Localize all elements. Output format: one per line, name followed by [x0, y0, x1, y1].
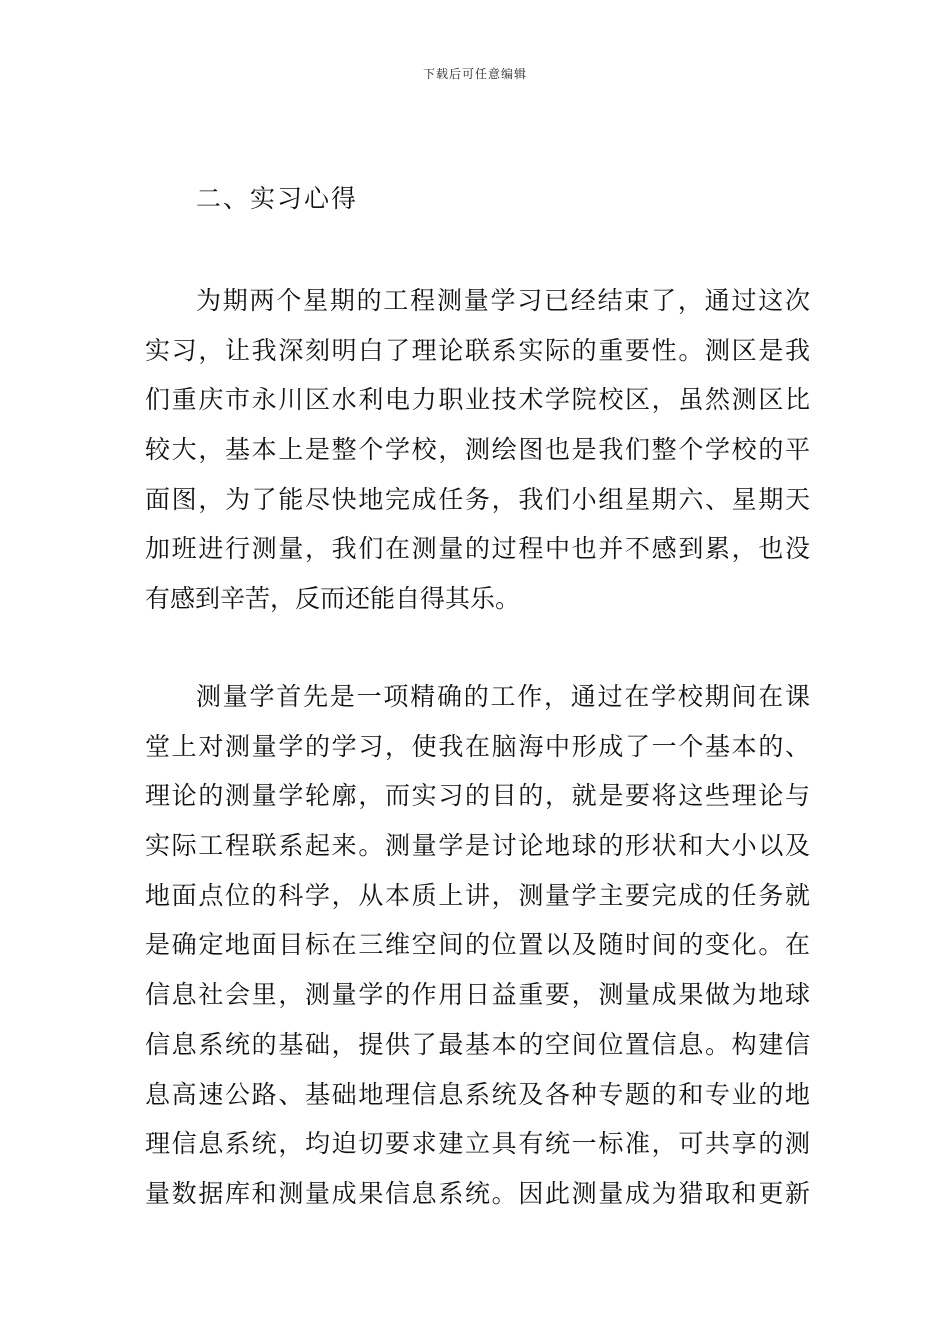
paragraph-line: 是确定地面目标在三维空间的位置以及随时间的变化。在 — [145, 930, 810, 960]
paragraph-line: 堂上对测量学的学习，使我在脑海中形成了一个基本的、 — [145, 731, 810, 761]
paragraph-line: 实际工程联系起来。测量学是讨论地球的形状和大小以及 — [145, 831, 810, 861]
paragraph-line: 们重庆市永川区水利电力职业技术学院校区，虽然测区比 — [145, 385, 810, 415]
paragraph-line: 有感到辛苦，反而还能自得其乐。 — [145, 584, 521, 614]
paragraph-line: 理论的测量学轮廓，而实习的目的，就是要将这些理论与 — [145, 781, 810, 811]
paragraph-line: 较大，基本上是整个学校，测绘图也是我们整个学校的平 — [145, 435, 810, 465]
paragraph-line: 测量学首先是一项精确的工作，通过在学校期间在课 — [196, 682, 810, 711]
paragraph-line: 面图，为了能尽快地完成任务，我们小组星期六、星期天 — [145, 484, 810, 514]
paragraph-line: 理信息系统，均迫切要求建立具有统一标准，可共享的测 — [145, 1129, 810, 1159]
paragraph-line: 为期两个星期的工程测量学习已经结束了，通过这次 — [196, 286, 810, 315]
paragraph-line: 量数据库和测量成果信息系统。因此测量成为猎取和更新 — [145, 1178, 810, 1208]
page-header: 下载后可任意编辑 — [422, 67, 527, 81]
paragraph-surveying-science — [145, 672, 810, 1219]
paragraph-line: 息高速公路、基础地理信息系统及各种专题的和专业的地 — [145, 1079, 810, 1109]
paragraph-line: 实习，让我深刻明白了理论联系实际的重要性。测区是我 — [145, 335, 810, 365]
paragraph-internship-summary — [145, 276, 810, 624]
paragraph-line: 信息社会里，测量学的作用日益重要，测量成果做为地球 — [145, 980, 810, 1010]
paragraph-line: 加班进行测量，我们在测量的过程中也并不感到累，也没 — [145, 534, 810, 564]
paragraph-line: 地面点位的科学，从本质上讲，测量学主要完成的任务就 — [145, 880, 810, 910]
paragraph-line: 信息系统的基础，提供了最基本的空间位置信息。构建信 — [145, 1029, 810, 1059]
section-heading: 二、实习心得 — [196, 184, 359, 213]
